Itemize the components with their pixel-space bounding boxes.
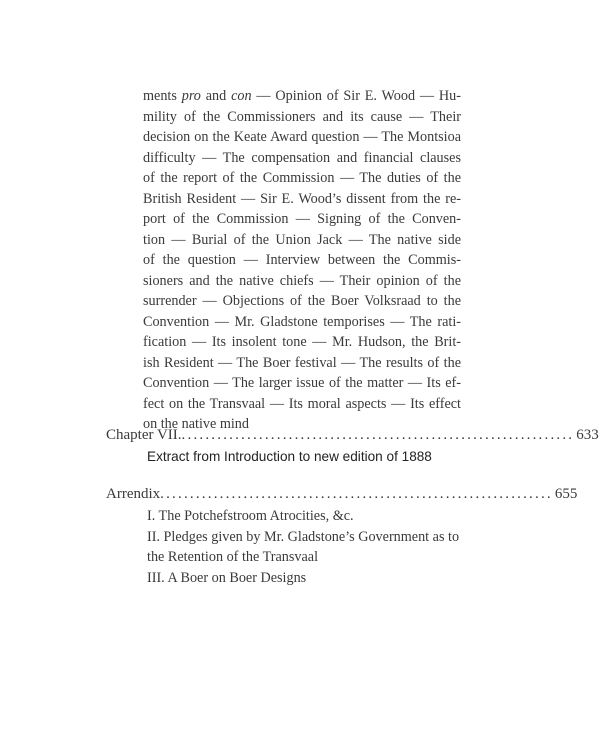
toc-page-number: 655 <box>554 486 578 502</box>
summary-line: fect on the Transvaal — Its moral aspects — Its effect <box>143 395 461 412</box>
summary-line: difficulty — The compensation and financial clauses <box>143 149 461 166</box>
summary-line-1: ments pro and con — Opinion of Sir E. Wood — Hu- <box>143 88 461 104</box>
appendix-item: II. Pledges given by Mr. Gladstone’s Government as to <box>147 528 460 545</box>
summary-line: surrender — Objections of the Boer Volksraad to the <box>143 293 461 309</box>
summary-line: of the report of the Commission — The duties of the <box>143 170 461 186</box>
summary-line: of the question — Interview between the Commis- <box>143 252 461 268</box>
summary-line: British Resident — Sir E. Wood’s dissent from the re- <box>143 190 461 207</box>
toc-entry-appendix[interactable] <box>106 484 578 504</box>
dot-leader: .................................................................. <box>181 427 575 443</box>
summary-line: fication — Its insolent tone — Mr. Hudson, the Brit- <box>143 334 461 350</box>
chapter-vii-description: Extract from Introduction to new edition of 1888 <box>147 449 432 464</box>
summary-line: mility of the Commissioners and its cause — Their <box>143 108 461 125</box>
summary-line: sioners and the native chiefs — Their opinion of the <box>143 272 461 289</box>
summary-line-last: on the native mind <box>143 416 249 432</box>
dot-leader: .................................................................. <box>160 486 553 502</box>
summary-line: decision on the Keate Award question — The Montsioa <box>143 129 461 145</box>
summary-line: ish Resident — The Boer festival — The results of the <box>143 354 461 371</box>
toc-entry-chapter-vii[interactable] <box>106 425 599 445</box>
summary-line: tion — Burial of the Union Jack — The native side <box>143 231 461 248</box>
toc-entry-label: Arrendix <box>106 486 161 502</box>
toc-page-number: 633 <box>576 427 599 443</box>
summary-line: Convention — The larger issue of the matter — Its ef- <box>143 375 461 391</box>
toc-entry-label: Chapter VII. <box>106 427 182 443</box>
chapter-summary-paragraph <box>143 86 461 435</box>
appendix-item: III. A Boer on Boer Designs <box>147 569 307 586</box>
appendix-item: I. The Potchefstroom Atrocities, &c. <box>147 508 354 524</box>
summary-line: Convention — Mr. Gladstone temporises — The rati- <box>143 313 461 330</box>
summary-line: port of the Commission — Signing of the Conven- <box>143 211 461 227</box>
appendix-items <box>147 506 467 588</box>
appendix-item: the Retention of the Transvaal <box>147 549 319 565</box>
